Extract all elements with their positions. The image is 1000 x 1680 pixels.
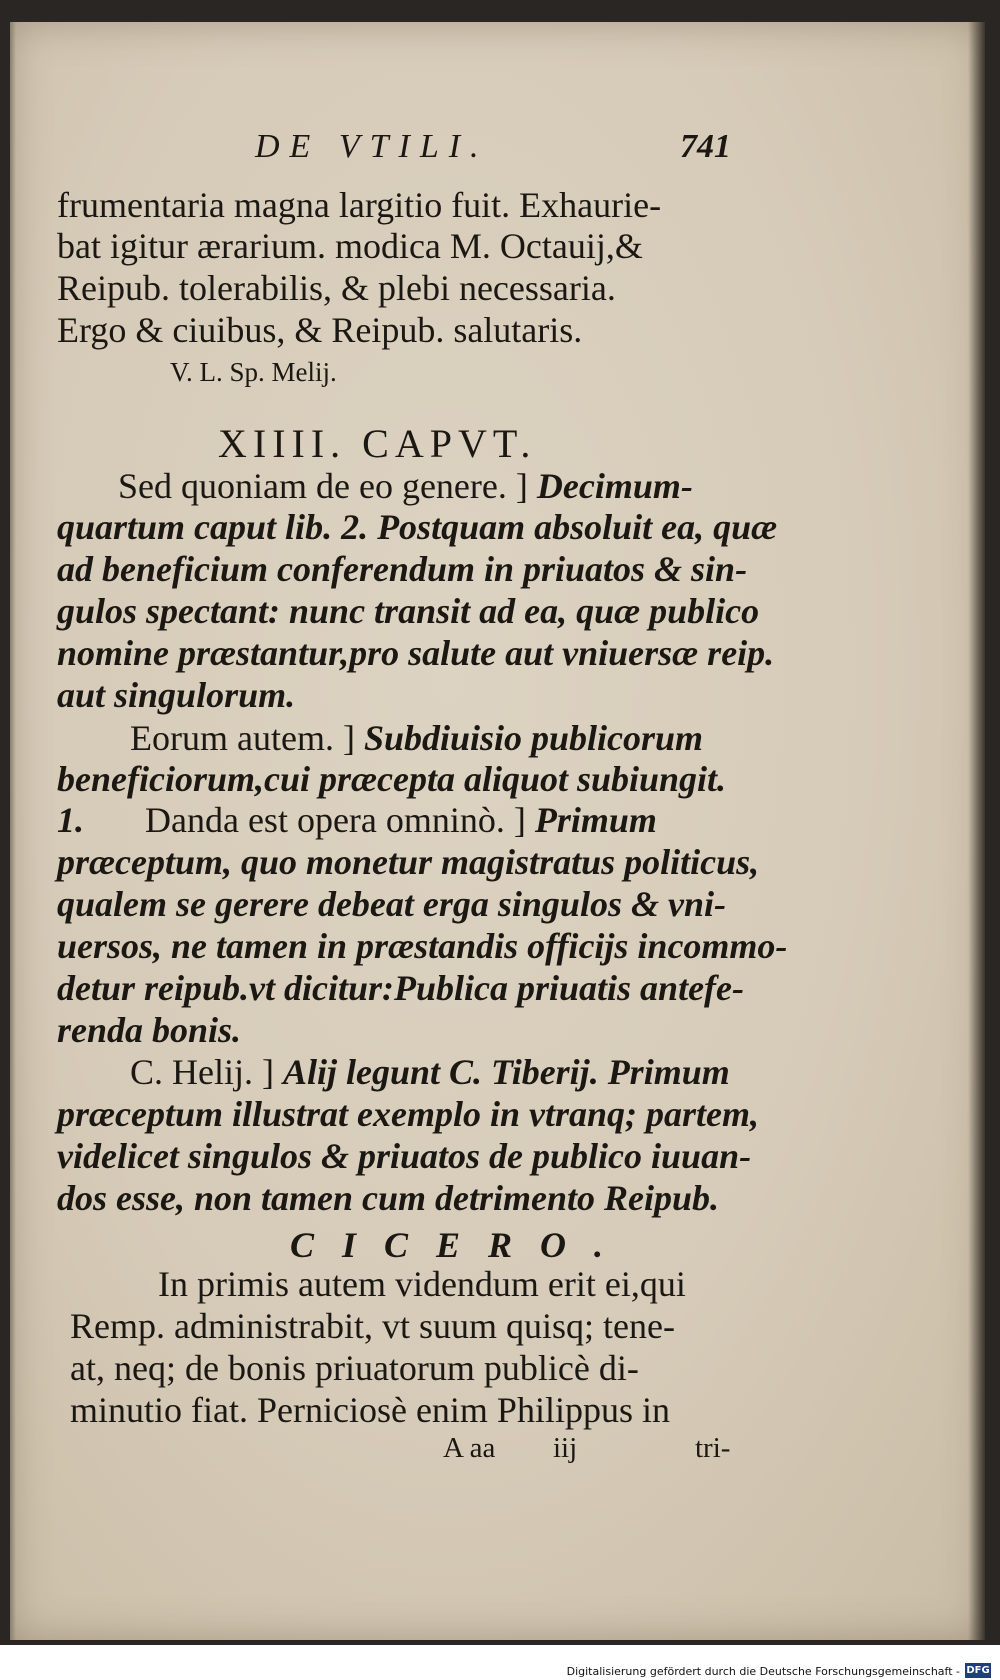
lemma: C. Helij. ]	[130, 1052, 274, 1092]
catchword: tri-	[695, 1432, 731, 1464]
commentary: Subdiuisio publicorum	[363, 718, 704, 758]
section-heading-cicero: CICERO.	[290, 1225, 632, 1265]
text-line-p4c: videlicet singulos & priuatos de publico iuuan-	[57, 1136, 752, 1176]
commentary: Decimum-	[536, 466, 693, 506]
text-line-c4: minutio fiat. Perniciosè enim Philippus in	[70, 1390, 670, 1430]
text-line-p4b: præceptum illustrat exemplo in vtranq; partem,	[57, 1094, 760, 1134]
chapter-heading: XIIII. CAPVT.	[218, 421, 537, 466]
text-line-1: frumentaria magna largitio fuit. Exhaurie-	[57, 185, 662, 225]
text-line-p2b: beneficiorum,cui præcepta aliquot subiungit.	[57, 759, 727, 799]
text-line-p3c: qualem se gerere debeat erga singulos & vni-	[57, 884, 726, 924]
text-line-4: Ergo & ciuibus, & Reipub. salutaris.	[57, 310, 583, 350]
signature-number: iij	[553, 1432, 578, 1464]
signature-mark: A aa	[443, 1432, 496, 1464]
text-line-c2: Remp. administrabit, vt suum quisq; tene-	[70, 1306, 675, 1346]
text-line-p3b: præceptum, quo monetur magistratus politicus,	[57, 842, 760, 882]
commentary: Primum	[534, 800, 657, 840]
lemma: Sed quoniam de eo genere. ]	[118, 466, 528, 506]
text-line-p4d: dos esse, non tamen cum detrimento Reipub.	[57, 1178, 720, 1218]
credit-text: Digitalisierung gefördert durch die Deutsche Forschungsgemeinschaft -	[566, 1665, 960, 1678]
text-line-p1c: ad beneficium conferendum in priuatos & sin-	[57, 549, 748, 589]
lemma: Eorum autem. ]	[130, 718, 355, 758]
lemma: Danda est opera omninò. ]	[145, 800, 526, 840]
text-line-p1d: gulos spectant: nunc transit ad ea, quæ publico	[57, 591, 760, 631]
text-line-c3: at, neq; de bonis priuatorum publicè di-	[70, 1348, 639, 1388]
text-line-p1e: nomine præstantur,pro salute aut vniuersæ reip.	[57, 633, 775, 673]
text-line-p3d: uersos, ne tamen in præstandis officijs incommo-	[57, 926, 788, 966]
text-line-3: Reipub. tolerabilis, & plebi necessaria.	[57, 268, 616, 308]
text-line-p1a	[118, 466, 693, 506]
commentary: Alij legunt C. Tiberij. Primum	[282, 1052, 730, 1092]
text-line-p2a	[130, 718, 703, 758]
text-line-p3a	[57, 800, 657, 840]
text-line-p3f: renda bonis.	[57, 1010, 242, 1050]
running-title: DE VTILI.	[255, 128, 489, 165]
dfg-logo-icon: DFG	[966, 1665, 990, 1676]
text-line-2: bat igitur ærarium. modica M. Octauij,&	[57, 226, 643, 266]
text-line-p4a	[130, 1052, 730, 1092]
attribution: V. L. Sp. Melij.	[170, 357, 337, 387]
text-line-p1b: quartum caput lib. 2. Postquam absoluit ea, quæ	[57, 507, 778, 547]
page-number: 741	[680, 128, 731, 165]
text-line-c1: In primis autem videndum erit ei,qui	[158, 1264, 686, 1304]
text-line-p1f: aut singulorum.	[57, 675, 296, 715]
text-line-p3e: detur reipub.vt dicitur:Publica priuatis antefe-	[57, 968, 745, 1008]
item-number: 1.	[57, 800, 84, 840]
